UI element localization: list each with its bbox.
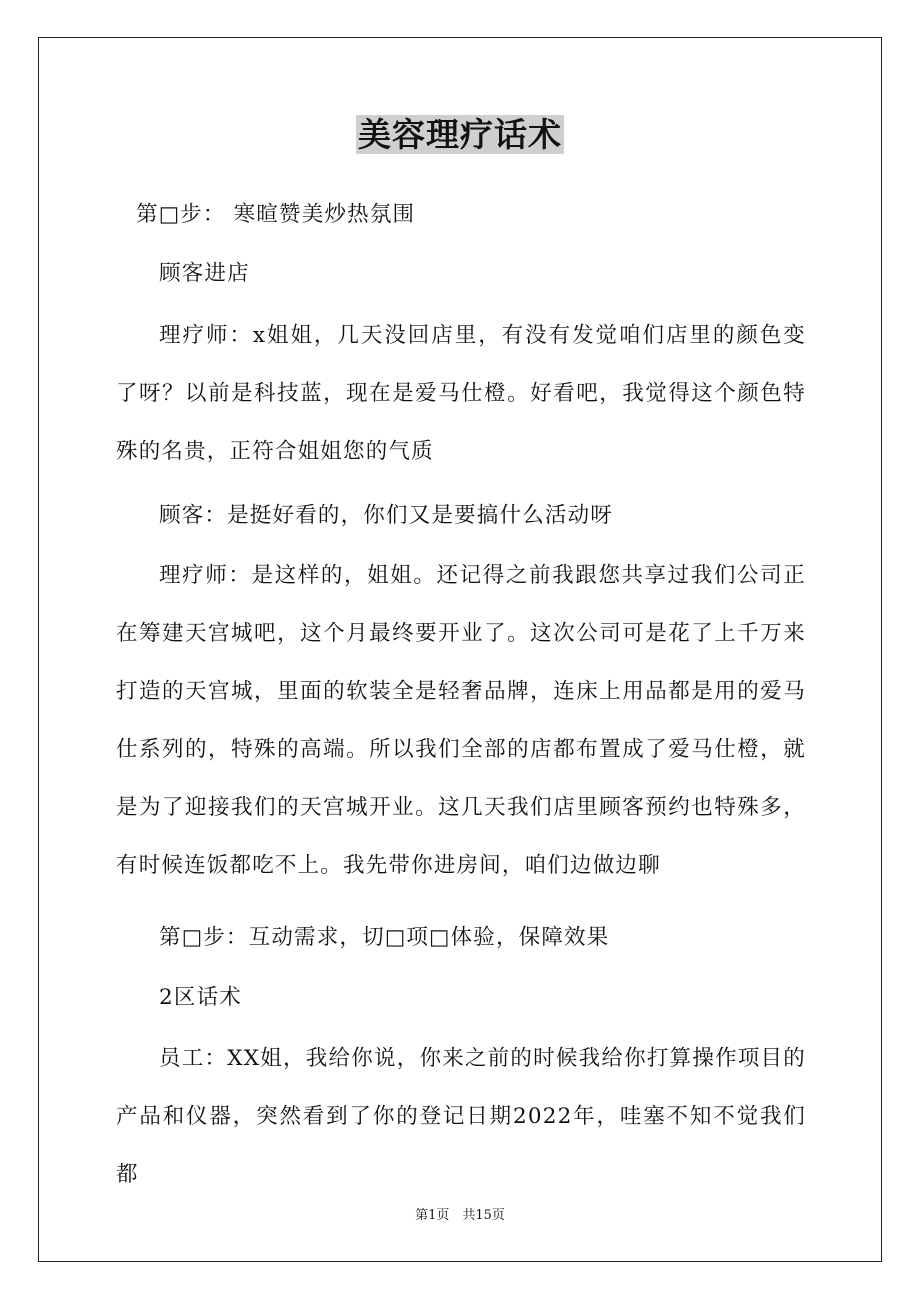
paragraph-zone-script: 2区话术 [159, 985, 242, 1010]
page-footer: 第1页 共15页 [415, 1208, 505, 1223]
paragraph-employee-script: 员工：XX姐，我给你说，你来之前的时候我给你打算操作项目的产品和仪器，突然看到了你的登记日期2022年，哇塞不知不觉我们都 [116, 1046, 806, 1187]
document-title-text: 美容理疗话术 [358, 115, 562, 154]
paragraph-customer-reply: 顾客：是挺好看的，你们又是要搞什么活动呀 [159, 503, 614, 528]
document-title [0, 112, 920, 158]
paragraph-step-one: 第□步： 寒暄赞美炒热氛围 [136, 202, 416, 227]
paragraph-step-two: 第□步：互动需求，切□项□体验，保障效果 [159, 925, 610, 950]
paragraph-customer-enters: 顾客进店 [159, 261, 250, 286]
paragraph-therapist-greeting: 理疗师：x姐姐，几天没回店里，有没有发觉咱们店里的颜色变了呀？以前是科技蓝，现在是爱马仕橙。好看吧，我觉得这个颜色特殊的名贵，正符合姐姐您的气质 [116, 323, 806, 464]
paragraph-therapist-explanation: 理疗师：是这样的，姐姐。还记得之前我跟您共享过我们公司正在筹建天宫城吧，这个月最终要开业了。这次公司可是花了上千万来打造的天宫城，里面的软装全是轻奢品牌，连床上用品都是用的爱马仕系列的，特殊的高端。所以我们全部的店都布置成了爱马仕橙，就是为了迎接我们的天宫城开业。这几天我们店里顾客预约也特殊多，有时候连饭都吃不上。我先带你进房间，咱们边做边聊 [116, 563, 806, 878]
